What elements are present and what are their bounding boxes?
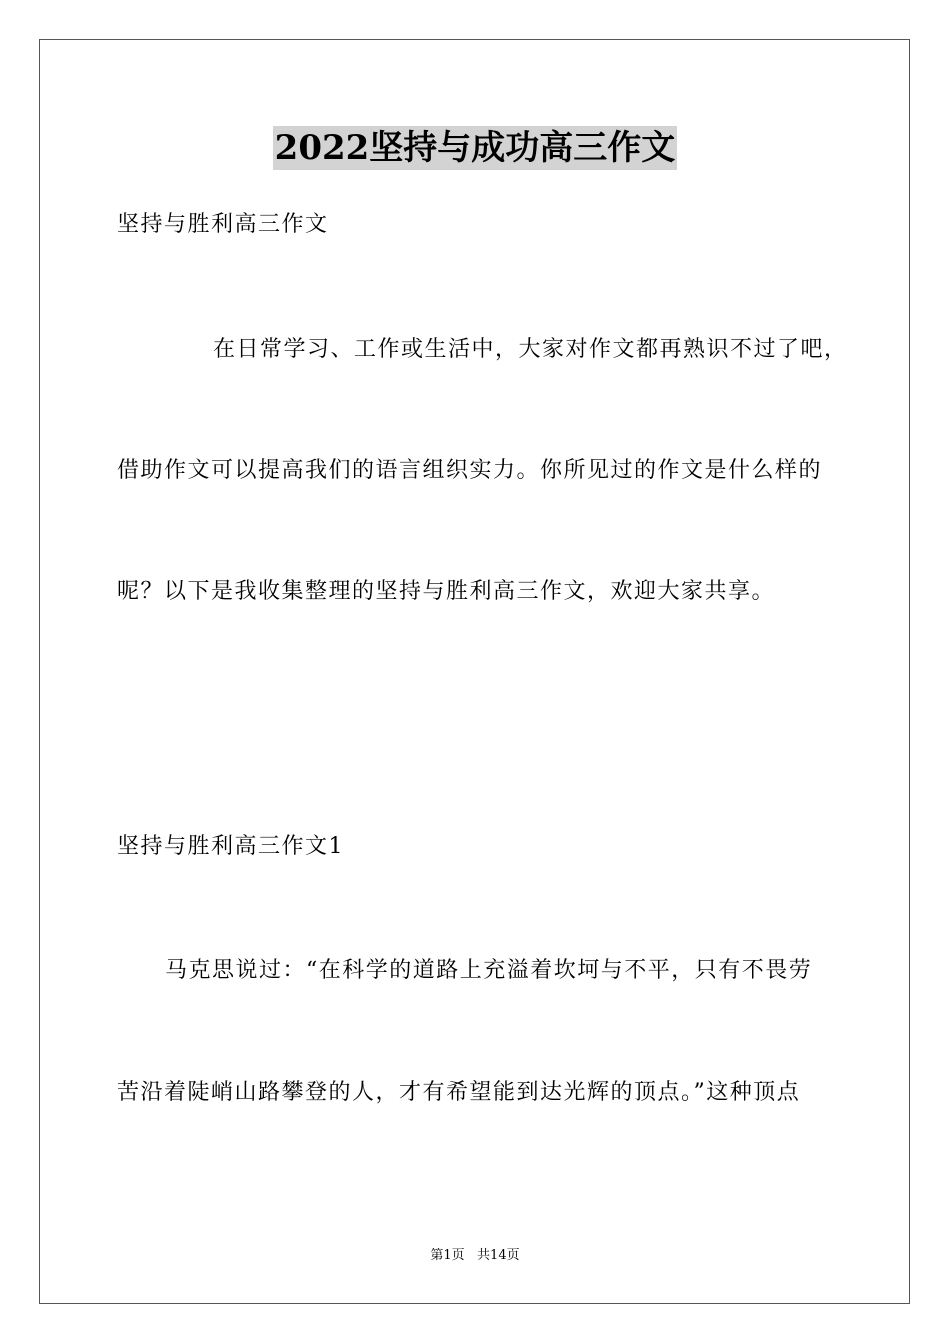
section-heading: 坚持与胜利高三作文1	[117, 834, 344, 859]
section-line-2: 苦沿着陡峭山路攀登的人，才有希望能到达光辉的顶点。”这种顶点	[117, 1080, 801, 1105]
page-footer: 第1页 共14页	[430, 1248, 520, 1263]
subtitle: 坚持与胜利高三作文	[117, 212, 329, 237]
intro-line-1: 在日常学习、工作或生活中，大家对作文都再熟识不过了吧，	[213, 337, 848, 362]
title-container	[0, 126, 950, 170]
document-title: 2022坚持与成功高三作文	[274, 128, 676, 168]
section-line-1: 马克思说过：“在科学的道路上充溢着坎坷与不平，只有不畏劳	[165, 958, 813, 983]
intro-line-3: 呢？以下是我收集整理的坚持与胜利高三作文，欢迎大家共享。	[117, 579, 776, 604]
intro-line-2: 借助作文可以提高我们的语言组织实力。你所见过的作文是什么样的	[117, 458, 823, 483]
